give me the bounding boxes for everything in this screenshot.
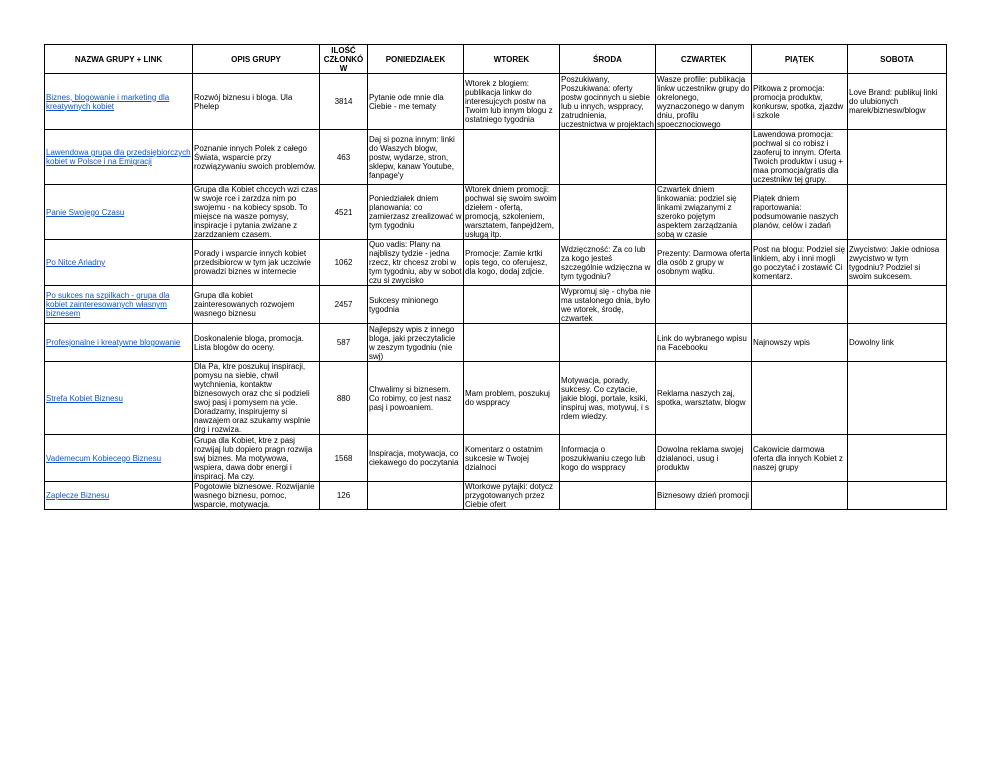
group-description: Porady i wsparcie innych kobiet przedsibiorcw w tym jak uczciwie prowadzi biznes w internecie xyxy=(193,240,320,286)
table-row xyxy=(45,482,947,510)
wednesday-cell: Motywacja, porady, sukcesy. Co czytacie, jakie blogi, portale, ksiki, inspiruj was, motywuj, i s rdem wiedzy. xyxy=(560,362,656,435)
member-count: 880 xyxy=(320,362,368,435)
table-row xyxy=(45,74,947,130)
member-count: 4521 xyxy=(320,185,368,240)
friday-cell: Pitkowa z promocja: promocja produktw, konkursw, spotka, zjazdw i szkole xyxy=(752,74,848,130)
header-tuesday: WTOREK xyxy=(464,45,560,74)
monday-cell: Quo vadis: Plany na najbliszy tydzie - jedna rzecz, ktr chcesz zrobi w tym tygodniu, aby w sobot czu si zwycisko xyxy=(369,240,462,285)
group-description: Grupa dla Kobiet, ktre z pasj rozwijaj lub dopiero pragn rozwija swj biznes. Ma motywowa, wspiera, dawa dobr energi i inspiracj. Ma czy. xyxy=(193,435,320,482)
wednesday-cell xyxy=(560,185,656,240)
tuesday-cell xyxy=(464,286,560,324)
member-count: 463 xyxy=(320,130,368,185)
member-count: 1062 xyxy=(320,240,368,286)
group-description: Dla Pa, ktre poszukuj inspiracji, pomysu na siebie, chwil wytchnienia, kontaktw biznesowych oraz chc si podzieli swoj pasj i pomysem na ycie. Doradzamy, inspirujemy si nawzajem oraz szukamy wsplnie drg i rozwiza. xyxy=(193,362,320,435)
friday-cell: Lawendowa promocja: pochwal si co robisz i zaoferuj to innym. Oferta Twoich produktw i usug + maa promocja/gratis dla uczestnikw tej grupy. xyxy=(752,130,848,185)
thursday-cell: Biznesowy dzień promocji xyxy=(656,482,752,510)
wednesday-cell: Poszukiwany, Poszukiwana: oferty postw gocinnych u siebie lub u innych, wsppracy, zatrudnienia, uczestnictwa w projektach xyxy=(561,74,654,129)
table-row xyxy=(45,362,947,435)
friday-cell xyxy=(752,362,848,435)
thursday-cell xyxy=(656,286,752,324)
groups-table xyxy=(44,44,947,510)
header-name: NAZWA GRUPY + LINK xyxy=(45,45,193,74)
thursday-cell: Reklama naszych zaj, spotka, warsztatw, blogw xyxy=(656,362,752,435)
saturday-cell xyxy=(848,286,947,324)
wednesday-cell xyxy=(560,130,656,185)
member-count: 2457 xyxy=(320,286,368,324)
tuesday-cell: Mam problem, poszukuj do wsppracy xyxy=(464,362,560,435)
wednesday-cell: Wypromuj się - chyba nie ma ustalonego dnia, było we wtorek, środę, czwartek xyxy=(560,286,656,324)
tuesday-cell: Wtorkowe pytajki: dotycz przygotowanych przez Ciebie ofert xyxy=(464,482,560,510)
monday-cell: Najlepszy wpis z innego bloga, jaki przeczytalicie w zeszym tygodniu (nie swj) xyxy=(368,324,464,362)
monday-cell: Poniedziałek dniem planowania: co zamierzasz zrealizować w tym tygodniu xyxy=(368,185,464,240)
member-count: 587 xyxy=(320,324,368,362)
thursday-cell: Czwartek dniem linkowania: podziel się linkami związanymi z szeroko pojętym aspektem zarządzania sobą w czasie xyxy=(656,185,752,240)
friday-cell: Cakowicie darmowa oferta dla innych Kobiet z naszej grupy xyxy=(752,435,848,482)
header-members: ILOŚĆ CZŁONKÓW xyxy=(320,45,368,74)
header-row xyxy=(45,45,947,74)
saturday-cell xyxy=(848,435,947,482)
group-description: Rozwój biznesu i bloga. Ula Phelep xyxy=(193,74,320,130)
header-description: OPIS GRUPY xyxy=(193,45,320,74)
friday-cell: Piątek dniem raportowania: podsumowanie naszych planów, celów i zadań xyxy=(752,185,848,240)
table-row xyxy=(45,324,947,362)
table-row xyxy=(45,435,947,482)
saturday-cell xyxy=(848,362,947,435)
thursday-cell: Dowolna reklama swojej dzialanoci, usug i produktw xyxy=(656,435,752,482)
monday-cell: Sukcesy minionego tygodnia xyxy=(368,286,464,324)
tuesday-cell: Wtorek z blogiem: publikacja linkw do interesujcych postw na Twoim lub innym blogu z ostatniego tygodnia xyxy=(464,74,560,130)
thursday-cell: Wasze profile: publikacja linkw uczestnikw grupy do okrelonego, wyznaczonego w danym dniu, profilu spoecznociowego xyxy=(656,74,752,130)
group-description: Poznanie innych Polek z całego Świata, wsparcie przy rozwiązywaniu swoich problemów. xyxy=(193,130,320,185)
group-description: Grupa dla kobiet zainteresowanych rozwojem wasnego biznesu xyxy=(193,286,320,324)
group-link[interactable]: Po sukces na szpilkach - grupa dla kobiet zainteresowanych własnym biznesem xyxy=(46,291,170,318)
header-saturday: SOBOTA xyxy=(848,45,947,74)
thursday-cell: Prezenty: Darmowa oferta dla osób z grupy w osobnym wątku. xyxy=(656,240,752,286)
table-row xyxy=(45,286,947,324)
group-link[interactable]: Strefa Kobiet Biznesu xyxy=(46,393,123,403)
group-link[interactable]: Po Nitce Ariadny xyxy=(46,258,106,267)
monday-cell: Pytanie ode mnie dla Ciebie - me tematy xyxy=(368,74,464,130)
friday-cell xyxy=(752,482,848,510)
member-count: 3814 xyxy=(320,74,368,130)
friday-cell: Post na blogu: Podziel się linkiem, aby i inni mogli go poczytać i zostawić Ci komentarz. xyxy=(752,240,848,286)
wednesday-cell: Informacja o poszukiwaniu czego lub kogo do wsppracy xyxy=(560,435,656,482)
wednesday-cell xyxy=(560,482,656,510)
monday-cell: Daj si pozna innym: linki do Waszych blogw, postw, wydarze, stron, sklepw, kanaw Youtube, fanpage'y xyxy=(368,130,464,185)
tuesday-cell xyxy=(464,130,560,185)
thursday-cell: Link do wybranego wpisu na Facebooku xyxy=(656,324,752,362)
header-monday: PONIEDZIAŁEK xyxy=(368,45,464,74)
friday-cell: Najnowszy wpis xyxy=(752,324,848,362)
saturday-cell xyxy=(848,185,947,240)
group-description: Doskonalenie bloga, promocja. Lista blogów do oceny. xyxy=(193,324,320,362)
monday-cell xyxy=(368,482,464,510)
monday-cell: Inspiracja, motywacja, co ciekawego do poczytania xyxy=(368,435,464,482)
wednesday-cell: Wdzięczność: Za co lub za kogo jesteś szczególnie wdzięczna w tym tygodniu? xyxy=(560,240,656,286)
monday-cell: Chwalimy si biznesem. Co robimy, co jest nasz pasj i powoaniem. xyxy=(368,362,464,435)
group-description: Pogotowie biznesowe. Rozwijanie wasnego biznesu, pomoc, wsparcie, motywacja. xyxy=(193,482,320,510)
thursday-cell xyxy=(656,130,752,185)
header-wednesday: ŚRODA xyxy=(560,45,656,74)
tuesday-cell: Wtorek dniem promocji: pochwal się swoim swoim dziełem - ofertą, promocją, szkoleniem, warsztatem, fanpejdżem, usługą itp. xyxy=(464,185,560,240)
saturday-cell xyxy=(848,130,947,185)
wednesday-cell xyxy=(560,324,656,362)
table-row xyxy=(45,130,947,185)
saturday-cell: Zwycistwo: Jakie odniosa zwycistwo w tym tygodniu? Podziel si swoim sukcesem. xyxy=(848,240,947,286)
friday-cell xyxy=(752,286,848,324)
tuesday-cell: Promocje: Zamie krtki opis tego, co oferujesz, dla kogo, dodaj zdjcie. xyxy=(464,240,560,286)
group-description: Grupa dla Kobiet chccych wzi czas w swoje rce i zarzdza nim po swojemu - na kobiecy spsob. To miejsce na wasze pomysy, inspiracje i pytania zwizane z zarzdzaniem czasem. xyxy=(194,185,318,239)
saturday-cell: Love Brand: publikuj linki do ulubionych marek/biznesw/blogw xyxy=(848,74,947,130)
tuesday-cell xyxy=(464,324,560,362)
header-thursday: CZWARTEK xyxy=(656,45,752,74)
group-link[interactable]: Profesjonalne i kreatywne blogowanie xyxy=(46,338,181,347)
group-link[interactable]: Vademecum Kobiecego Biznesu xyxy=(46,453,162,463)
table-row xyxy=(45,240,947,286)
saturday-cell xyxy=(848,482,947,510)
member-count: 126 xyxy=(320,482,368,510)
group-link[interactable]: Biznes, blogowanie i marketing dla kreatywnych kobiet xyxy=(46,92,170,111)
group-link[interactable]: Lawendowa grupa dla przedsiębiorczych kobiet w Polsce i na Emigracji xyxy=(46,148,191,166)
header-friday: PIĄTEK xyxy=(752,45,848,74)
member-count: 1568 xyxy=(320,435,368,482)
tuesday-cell: Komentarz o ostatnim sukcesie w Twojej dzialnoci xyxy=(464,435,560,482)
saturday-cell: Dowolny link xyxy=(848,324,947,362)
table-row xyxy=(45,185,947,240)
group-link[interactable]: Panie Swojego Czasu xyxy=(46,207,125,217)
group-link[interactable]: Zaplecze Biznesu xyxy=(46,491,110,500)
